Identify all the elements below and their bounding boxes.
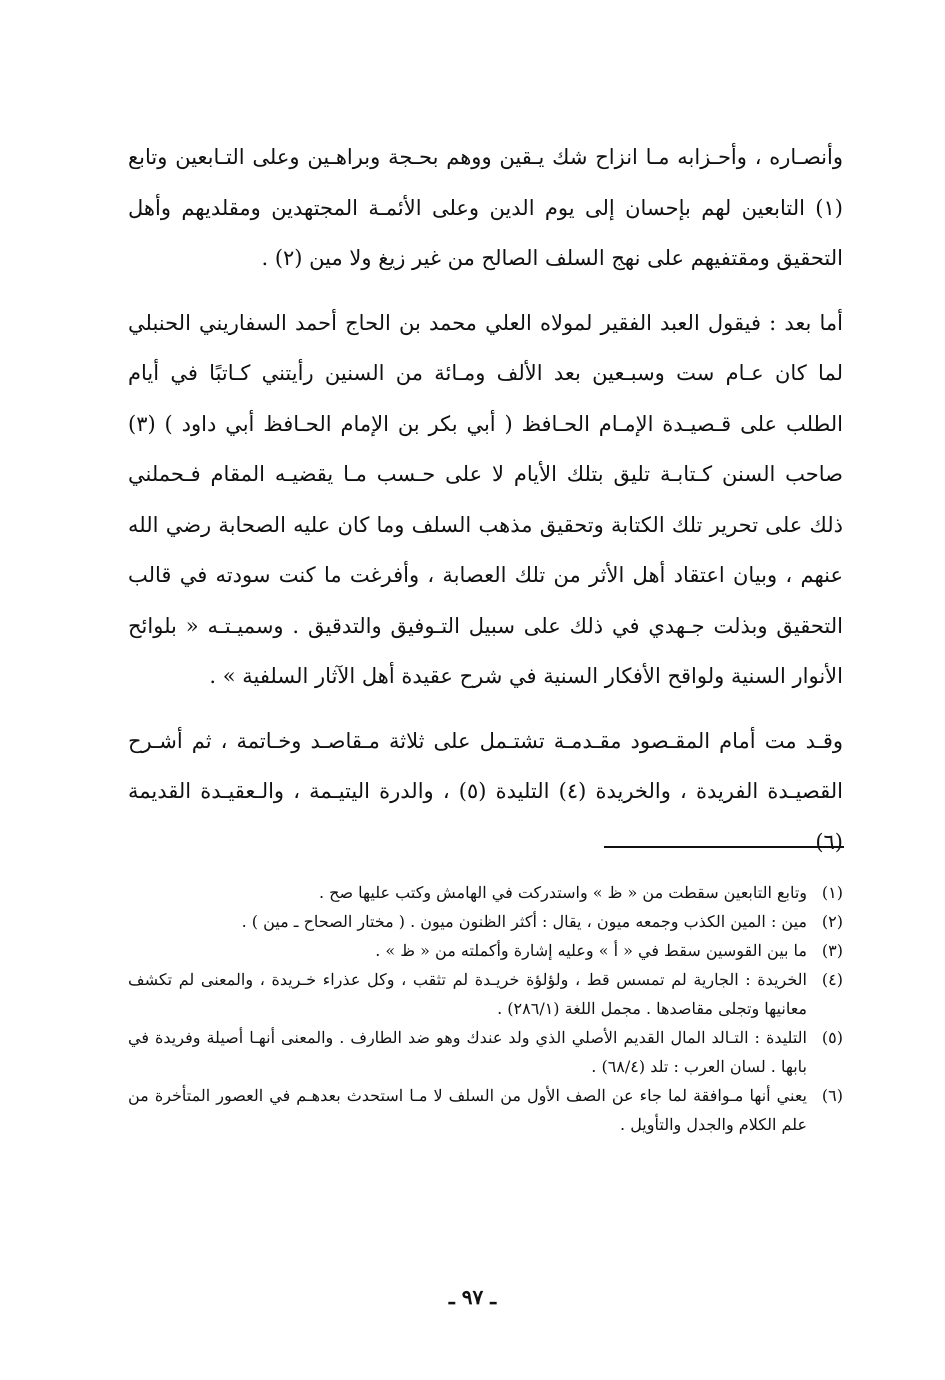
footnote-number: (٦)	[821, 1086, 843, 1105]
footnotes	[128, 878, 843, 1139]
page-number: ـ ٩٧ ـ	[448, 1285, 497, 1309]
footnote-number: (١)	[821, 883, 843, 902]
footnote-text: التليدة : التـالد المال القديم الأصلي الذي ولد عندك وهو ضد الطارف . والمعنى أنهـا أصيلة وفريدة في بابها . لسان العرب : تلد (٦٨/٤) .	[128, 1028, 807, 1076]
main-text	[128, 132, 843, 867]
paragraph-3: وقـد مت أمام المقـصود مقـدمـة تشتـمل على ثلاثة مـقاصـد وخـاتمة ، ثم أشـرح القصيـدة الفريدة ، والخريدة (٤) التليدة (٥) ، والدرة اليتيـمة ، والـعقيـدة القديمة (٦)	[128, 728, 843, 854]
footnote-5	[128, 1023, 843, 1081]
footnote-text: ما بين القوسين سقط في « أ » وعليه إشارة وأكملته من « ظ » .	[375, 941, 807, 960]
footnote-2	[128, 907, 843, 936]
footnote-6	[128, 1081, 843, 1139]
footnote-number: (٥)	[821, 1028, 843, 1047]
footnote-text: مين : المين الكذب وجمعه ميون ، يقال : أكثر الظنون ميون . ( مختار الصحاح ـ مين ) .	[241, 912, 807, 931]
footnote-3	[128, 936, 843, 965]
footnote-text: يعني أنها مـوافقة لما جاء عن الصف الأول من السلف لا مـا استحدث بعدهـم في العصور المتأخرة من علم الكلام والجدل والتأويل .	[128, 1086, 807, 1134]
footnote-text: الخريدة : الجارية لم تمسس قط ، ولؤلؤة خريـدة لم تثقب ، وكل عذراء خـريدة ، والمعنى لم تكشف معانيها وتجلى مقاصدها . مجمل اللغة (٢٨٦/١) .	[128, 970, 807, 1018]
footnote-4	[128, 965, 843, 1023]
footnote-number: (٣)	[821, 941, 843, 960]
paragraph-1: وأنصـاره ، وأحـزابه مـا انزاح شك يـقين ووهم بحـجة وبراهـين وعلى التـابعين وتابع (١) التابعين لهم بإحسان إلى يوم الدين وعلى الأئمـة المجتهدين ومقلديهم وأهل التحقيق ومقتفيهم على نهج السلف الصالح من غير زيغ ولا مين (٢) .	[128, 145, 843, 270]
footnote-number: (٤)	[821, 970, 843, 989]
footnote-number: (٢)	[821, 912, 843, 931]
paragraph-2: أما بعد : فيقول العبد الفقير لمولاه العلي محمد بن الحاج أحمد السفاريني الحنبلي لما كان عـام ست وسبـعين بعد الألف ومـائة من السنين رأيتني كـاتبًا في أيام الطلب على قـصيـدة الإمـام الحـافظ ( أبي بكر بن الإمام الحـافظ أبي داود ) (٣) صاحب السنن كـتابـة تليق بتلك الأيام لا على حـسب مـا يقضيـه المقام فـحملني ذلك على تحرير تلك الكتابة وتحقيق مذهب السلف وما كان عليه الصحابة رضي الله عنهم ، وبيان اعتقاد أهل الأثر من تلك العصابة ، وأفرغت ما كنت سودته في قالب التحقيق وبذلت جـهدي في ذلك على سبيل التـوفيق والتدقيق . وسميـتـه « بلوائح الأنوار السنية ولواقح الأفكار السنية في شرح عقيدة أهل الآثار السلفية » .	[128, 310, 843, 688]
footnote-1	[128, 878, 843, 907]
footnote-separator	[604, 846, 844, 848]
footnote-text: وتابع التابعين سقطت من « ظ » واستدركت في الهامش وكتب عليها صح .	[319, 883, 807, 902]
